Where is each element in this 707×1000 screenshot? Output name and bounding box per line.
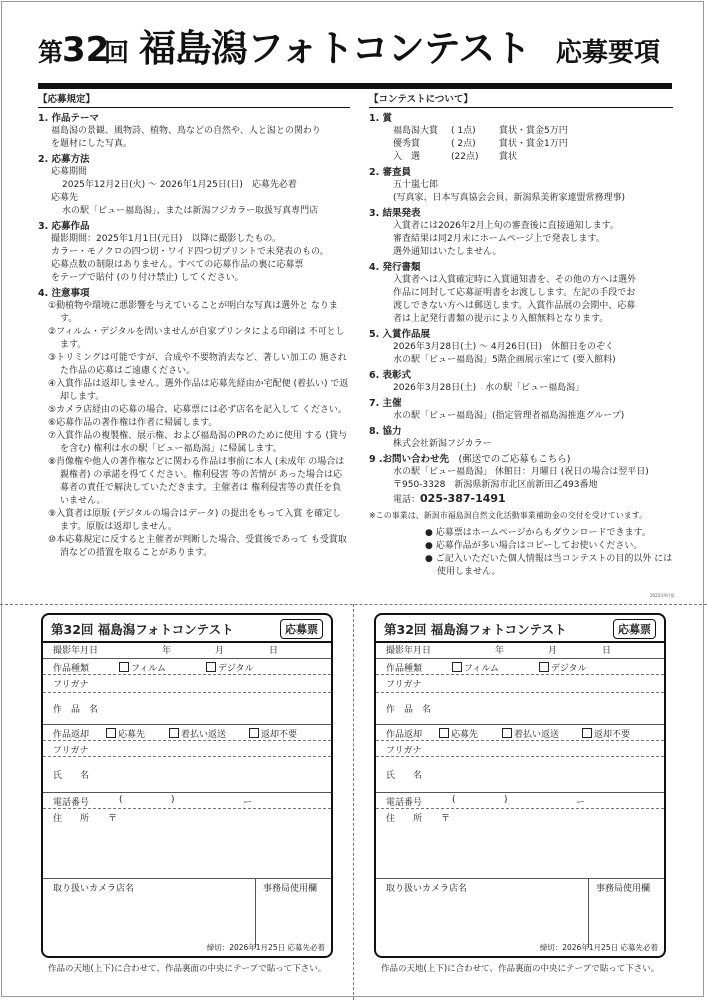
- prize-award: 賞状: [499, 152, 518, 162]
- document-code: 2025年9月版: [650, 593, 675, 598]
- work-furigana-row[interactable]: [376, 677, 664, 693]
- return-option-none[interactable]: [582, 727, 630, 740]
- judge-name: 五十嵐七郎: [393, 180, 439, 190]
- cooperation-heading: 8. 協力: [369, 426, 402, 437]
- return-option-applicant[interactable]: [106, 727, 145, 740]
- return-label: 作品返却: [386, 730, 423, 740]
- attach-instruction: 作品の天地(上下)に合わせて、作品裏面の中央にテープで貼って下さい。: [381, 964, 660, 974]
- phone-row[interactable]: [376, 795, 664, 809]
- film-label: フィルム: [464, 664, 499, 674]
- prize-heading: 1. 賞: [369, 113, 393, 124]
- note-item: ⑩本応募規定に反すると主催者が判断した場合、受賞後であって も受賞取消などの措置を取ることがあります。: [48, 535, 347, 558]
- prize-award: 賞状・賞金5万円: [499, 126, 568, 136]
- return-option-label: 応募先: [118, 730, 146, 740]
- return-option-cod[interactable]: [502, 727, 559, 740]
- return-checkbox[interactable]: [582, 728, 592, 738]
- results-text: 審査結果は同2月末にホームページ上で発表します。: [393, 234, 605, 244]
- method-heading: 2. 応募方法: [38, 154, 90, 165]
- exhibition-text: 水の駅「ビュー福島潟」5階企画展示室にて (要入館料): [393, 355, 616, 365]
- bullet-item: ● 応募作品が多い場合はコピーしてお使いください。: [425, 541, 643, 551]
- ceremony-heading: 6. 表彰式: [369, 370, 412, 381]
- phone-label: 電話：: [393, 495, 421, 505]
- name-label: 氏 名: [386, 771, 423, 781]
- address-row[interactable]: [376, 811, 664, 879]
- page-title: [0, 14, 707, 84]
- prize-count: ( 1点): [451, 126, 476, 136]
- results-text: 入賞者には2026年2月上旬の審査後に直接通知します。: [393, 221, 619, 231]
- documents-text: 作品に同封して応募証明書をお渡しします。左記の手段でお: [393, 288, 636, 298]
- works-text: をテープで貼付 (のり付け禁止) してください。: [51, 273, 244, 283]
- method-text: 応募先: [51, 193, 79, 203]
- works-text: カラー・モノクロの四つ切・ワイド四つ切プリントで未発表のもの。: [51, 247, 329, 257]
- work-furigana-row[interactable]: [43, 677, 331, 693]
- address-label: 住 所: [53, 814, 90, 824]
- judge-title: (写真家、日本写真協会会員、新潟県美術家連盟常務理事): [393, 193, 626, 203]
- form-header: [376, 615, 664, 643]
- work-name-row[interactable]: [43, 695, 331, 725]
- day-label: 日: [269, 646, 279, 656]
- theme-heading: 1. 作品テーマ: [38, 113, 100, 124]
- office-use-label: 事務局使用欄: [596, 884, 651, 894]
- return-checkbox[interactable]: [106, 728, 116, 738]
- office-divider: [588, 879, 589, 948]
- digital-checkbox[interactable]: [539, 662, 549, 672]
- prize-row: [369, 138, 673, 151]
- form-title: 第32回 福島潟フォトコンテスト: [51, 622, 234, 637]
- furigana-label: フリガナ: [386, 680, 422, 690]
- contest-heading: 【コンテストについて】: [369, 93, 673, 108]
- title-kai: 回: [104, 38, 130, 67]
- theme-text: を題材にした写真。: [51, 139, 133, 149]
- note-item: ⑦入賞作品の複製権、展示権、および福島潟のPRのために使用 する (貸与を含む) 権利は水の駅「ビュー福島潟」に帰属します。: [48, 431, 347, 454]
- prize-count: (22点): [451, 152, 479, 162]
- address-label: 住 所: [386, 814, 423, 824]
- results-text: 選外通知はいたしません。: [393, 247, 502, 257]
- form-header: [43, 615, 331, 643]
- office-divider: [255, 879, 256, 948]
- title-dai: 第: [38, 38, 64, 67]
- form-badge: 応募票: [613, 619, 656, 639]
- camera-shop-row[interactable]: [376, 881, 664, 895]
- phone-label: 電話番号: [386, 798, 423, 808]
- contact-phone: [369, 492, 673, 507]
- note-item: ⑥応募作品の著作権は作者に帰属します。: [48, 418, 218, 428]
- contact-heading: [369, 453, 673, 466]
- digital-label: デジタル: [551, 664, 587, 674]
- phone-paren-open: (: [452, 795, 456, 805]
- phone-dash: ー: [576, 798, 586, 808]
- film-option[interactable]: [119, 661, 166, 674]
- note-item: ⑤カメラ店経由の応募の場合、応募票には必ず店名を記入して ください。: [48, 405, 347, 415]
- prize-name: 福島潟大賞: [393, 126, 439, 136]
- return-label: 作品返却: [53, 730, 90, 740]
- title-main: 福島潟フォトコンテスト: [139, 27, 531, 70]
- note-item: ④入賞作品は返却しません。選外作品は応募先経由か宅配便 (着払い) で返却します。: [48, 379, 349, 402]
- title-rule: [38, 83, 672, 89]
- title-number: 32: [62, 30, 110, 70]
- title-sub: 応募要項: [556, 38, 661, 68]
- works-text: 応募点数の制限はありません。すべての応募作品の裏に応募票: [51, 260, 304, 270]
- address-row[interactable]: [43, 811, 331, 879]
- bullet-item: ● 応募票はホームページからもダウンロードできます。: [425, 528, 651, 538]
- name-row[interactable]: [376, 759, 664, 793]
- rules-column: [38, 93, 350, 560]
- month-label: 月: [548, 646, 558, 656]
- day-label: 日: [602, 646, 612, 656]
- organizer-heading: 7. 主催: [369, 398, 402, 409]
- bullet-notes: [369, 527, 673, 579]
- name-furigana-row[interactable]: [376, 743, 664, 757]
- furigana-label: フリガナ: [53, 680, 89, 690]
- film-option[interactable]: [452, 661, 499, 674]
- note-item: ③トリミングは可能ですが、合成や不要物消去など、著しい加工の 施された作品の応募はご遠慮ください。: [48, 353, 347, 376]
- form-badge: 応募票: [280, 619, 323, 639]
- return-option-label: 返却不要: [261, 730, 298, 740]
- contest-column: [369, 93, 673, 579]
- phone-dash: ー: [243, 798, 253, 808]
- contact-text: 水の駅「ビュー福島潟」 休館日：月曜日 (祝日の場合は翌平日): [393, 467, 649, 477]
- ceremony-text: 2026年3月28日(土) 水の駅「ビュー福島潟」: [393, 383, 585, 393]
- method-text: 水の駅「ビュー福島潟」、または新潟フジカラー取扱写真専門店: [62, 206, 319, 216]
- deadline-note: 締切：2026年1月25日 応募先必着: [539, 943, 658, 952]
- digital-label: デジタル: [218, 664, 254, 674]
- work-name-row[interactable]: [376, 695, 664, 725]
- shot-date-label: 撮影年月日: [53, 646, 99, 656]
- film-checkbox[interactable]: [452, 662, 462, 672]
- note-item: ②フィルム・デジタルを問いませんが自家プリンタによる印刷は 不可とします。: [48, 327, 345, 350]
- prize-award: 賞状・賞金1万円: [499, 139, 568, 149]
- type-row: [376, 661, 664, 675]
- digital-checkbox[interactable]: [206, 662, 216, 672]
- contact-address: 〒950-3328 新潟県新潟市北区前新田乙493番地: [393, 480, 598, 490]
- postal-mark: 〒: [108, 814, 118, 824]
- phone-label: 電話番号: [53, 798, 90, 808]
- return-option-label: 着払い返送: [181, 730, 227, 740]
- works-heading: 3. 応募作品: [38, 221, 90, 232]
- prize-count: ( 2点): [451, 139, 476, 149]
- name-label: 氏 名: [53, 771, 90, 781]
- phone-paren-close: ): [504, 795, 508, 805]
- furigana-label: フリガナ: [386, 746, 422, 756]
- deadline-note: 締切：2026年1月25日 応募先必着: [206, 943, 325, 952]
- note-item: ⑧肖像権や他人の著作権などに関わる作品は事前に本人 (未成年 の場合は親権者) の承諾を得てください。権利侵害 等の苦情が あった場合は応募者の責任で解決していただきます。主催者は 権利侵害等の責任を負いません。: [48, 457, 345, 506]
- form-title: 第32回 福島潟フォトコンテスト: [384, 622, 567, 637]
- notes-heading: 4. 注意事項: [38, 288, 90, 299]
- entry-form: [374, 613, 666, 958]
- prize-row: [369, 125, 673, 138]
- camera-shop-label: 取り扱いカメラ店名: [386, 884, 468, 894]
- documents-text: 者は上記発行書類の提示により入館無料となります。: [393, 314, 609, 324]
- cut-line-vertical: [353, 604, 354, 1000]
- note-item: ⑨入賞者は原版 (デジタルの場合はデータ) の提出をもって入賞 を確定します。原版は返却しません。: [48, 509, 342, 532]
- organizer-text: 水の駅「ビュー福島潟」(指定管理者福島潟推進グループ): [393, 411, 625, 421]
- method-text: 2025年12月2日(火) ～ 2026年1月25日(日) 応募先必着: [62, 180, 297, 190]
- shot-date-row[interactable]: [43, 643, 331, 659]
- camera-shop-row[interactable]: [43, 881, 331, 895]
- return-checkbox[interactable]: [169, 728, 179, 738]
- work-name-label: 作 品 名: [53, 705, 99, 715]
- entry-form: [41, 613, 333, 958]
- name-furigana-row[interactable]: [43, 743, 331, 757]
- return-option-label: 応募先: [451, 730, 479, 740]
- shot-date-row[interactable]: [376, 643, 664, 659]
- year-label: 年: [162, 646, 172, 656]
- film-label: フィルム: [131, 664, 166, 674]
- phone-row[interactable]: [43, 795, 331, 809]
- return-checkbox[interactable]: [439, 728, 449, 738]
- type-row: [43, 661, 331, 675]
- subsidy-note: ※この事業は、新潟市福島潟自然文化活動事業補助金の交付を受けています。: [369, 511, 648, 520]
- prize-name: 入 選: [393, 152, 421, 162]
- judge-heading: 2. 審査員: [369, 167, 412, 178]
- exhibition-text: 2026年3月28日(土) ～ 4月26日(日) 休館日をのぞく: [393, 342, 615, 352]
- contact-heading-note: (郵送でのご応募もこちら): [458, 454, 571, 465]
- contact-heading-text: 9 .お問い合わせ先: [369, 454, 450, 465]
- cooperation-text: 株式会社新潟フジカラー: [393, 439, 492, 449]
- documents-text: 渡しできない方へは郵送します。入賞作品展の会期中、応募: [393, 301, 636, 311]
- return-checkbox[interactable]: [502, 728, 512, 738]
- note-item: ①動植物や環境に悪影響を与えていることが明白な写真は選外と なります。: [48, 301, 338, 324]
- film-checkbox[interactable]: [119, 662, 129, 672]
- phone-paren-close: ): [171, 795, 175, 805]
- return-row: [376, 727, 664, 741]
- digital-option[interactable]: [539, 661, 586, 674]
- year-label: 年: [495, 646, 505, 656]
- digital-option[interactable]: [206, 661, 253, 674]
- attach-instruction: 作品の天地(上下)に合わせて、作品裏面の中央にテープで貼って下さい。: [48, 964, 327, 974]
- works-text: 撮影期間：2025年1月1日(元日) 以降に撮影したもの。: [51, 234, 282, 244]
- phone-number: 025-387-1491: [420, 492, 506, 505]
- theme-text: 福島潟の景観、風物詩、植物、鳥などの自然や、人と潟との関わり: [51, 126, 321, 136]
- furigana-label: フリガナ: [53, 746, 89, 756]
- return-option-none[interactable]: [249, 727, 297, 740]
- prize-name: 優秀賞: [393, 139, 421, 149]
- name-row[interactable]: [43, 759, 331, 793]
- shot-date-label: 撮影年月日: [386, 646, 432, 656]
- return-option-label: 着払い返送: [514, 730, 560, 740]
- method-text: 応募期間: [51, 167, 88, 177]
- documents-text: 入賞者へは入賞確定時に入賞通知書を、その他の方へは選外: [393, 275, 637, 285]
- rules-heading: 【応募規定】: [38, 93, 350, 108]
- type-label: 作品種類: [386, 664, 423, 674]
- office-use-label: 事務局使用欄: [263, 884, 318, 894]
- return-checkbox[interactable]: [249, 728, 259, 738]
- results-heading: 3. 結果発表: [369, 208, 421, 219]
- camera-shop-label: 取り扱いカメラ店名: [53, 884, 135, 894]
- work-name-label: 作 品 名: [386, 705, 432, 715]
- prize-row: [369, 151, 673, 164]
- return-option-cod[interactable]: [169, 727, 226, 740]
- documents-heading: 4. 発行書類: [369, 262, 421, 273]
- return-option-applicant[interactable]: [439, 727, 478, 740]
- return-row: [43, 727, 331, 741]
- type-label: 作品種類: [53, 664, 90, 674]
- exhibition-heading: 5. 入賞作品展: [369, 329, 431, 340]
- phone-paren-open: (: [119, 795, 123, 805]
- postal-mark: 〒: [441, 814, 451, 824]
- bullet-item: ● ご記入いただいた個人情報は当コンテストの目的以外 には使用しません。: [425, 554, 673, 577]
- return-option-label: 返却不要: [594, 730, 631, 740]
- month-label: 月: [215, 646, 225, 656]
